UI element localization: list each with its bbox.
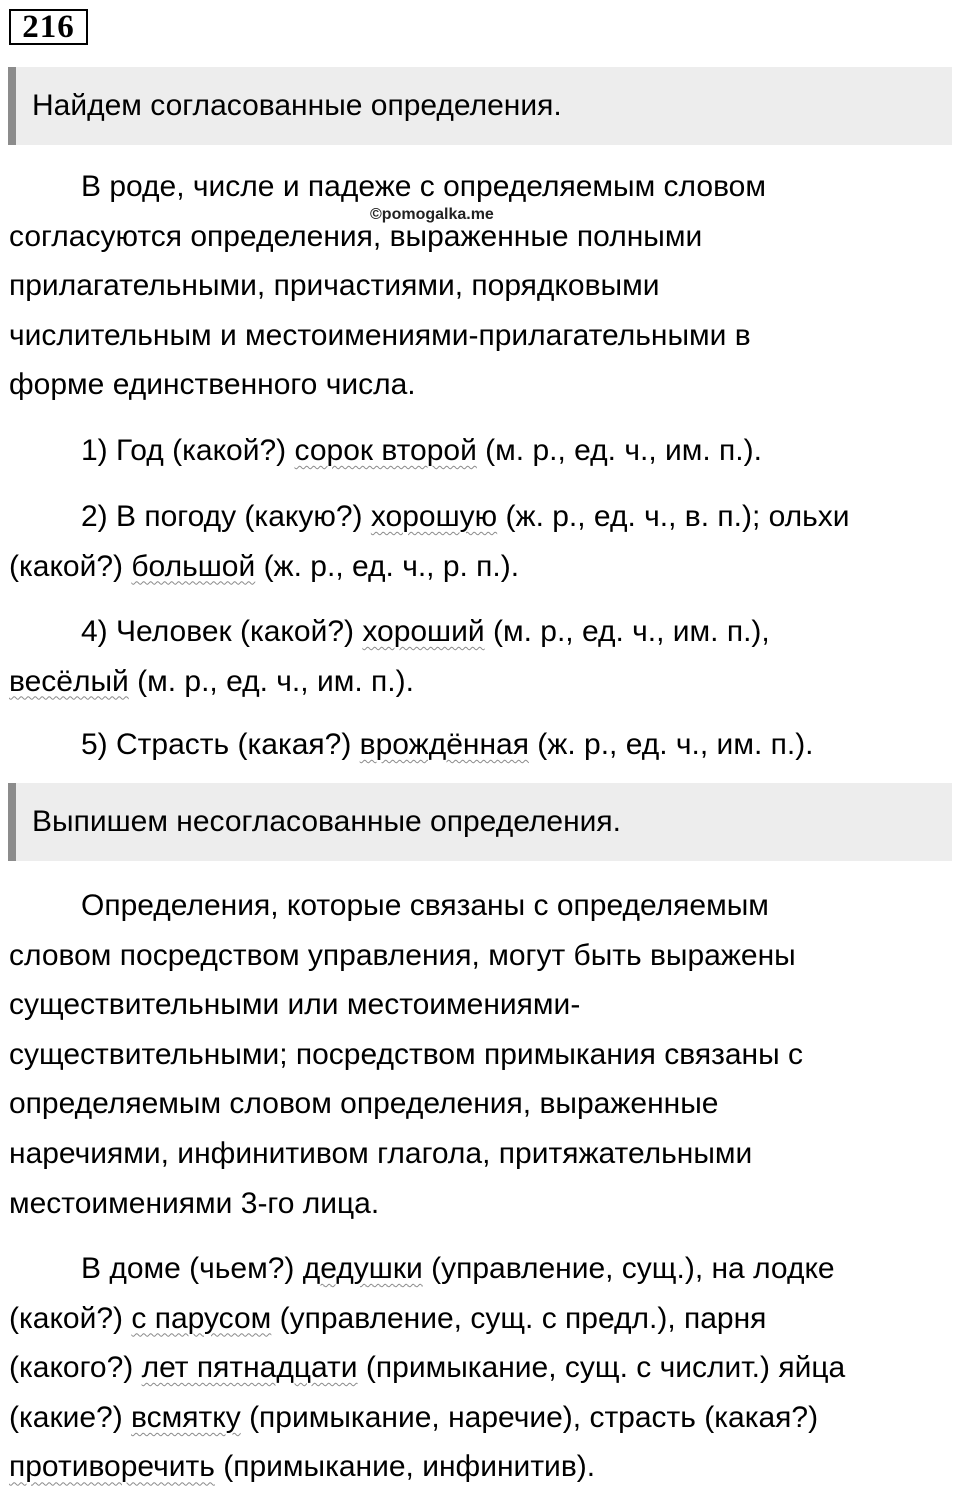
intro-agreed xyxy=(9,162,954,410)
text-line: В роде, числе и падеже с определяемым словом xyxy=(81,170,766,203)
example-text: 1) Год (какой?) xyxy=(81,434,295,467)
example-2 xyxy=(9,492,954,591)
definition-word: с парусом xyxy=(131,1301,272,1335)
grammar-note: (ж. р., ед. ч., в. п.); ольхи xyxy=(497,500,850,533)
text-line: Определения, которые связаны с определяемым xyxy=(81,889,769,922)
example-text: 5) Страсть (какая?) xyxy=(81,728,360,761)
definition-word: сорок второй xyxy=(294,434,477,467)
example-text: В доме (чьем?) xyxy=(81,1252,303,1285)
grammar-note: (м. р., ед. ч., им. п.). xyxy=(476,434,762,467)
text-line: местоимениями 3-го лица. xyxy=(9,1186,380,1220)
grammar-note: (м. р., ед. ч., им. п.), xyxy=(484,615,770,648)
grammar-note: (управление, сущ. с предл.), парня xyxy=(271,1301,767,1335)
grammar-note: (м. р., ед. ч., им. п.). xyxy=(128,664,414,698)
definition-word: лет пятнадцати xyxy=(141,1351,358,1385)
example-5 xyxy=(9,720,954,770)
example-text: (какой?) xyxy=(9,549,132,583)
definition-word: всмятку xyxy=(131,1400,241,1434)
definition-word: хорошую xyxy=(370,500,498,533)
intro-unagreed xyxy=(9,881,954,1228)
text-line: форме единственного числа. xyxy=(9,368,416,402)
section-header-unagreed: Выпишем несогласованные определения. xyxy=(8,783,952,861)
grammar-note: (ж. р., ед. ч., им. п.). xyxy=(528,728,814,761)
definition-word: большой xyxy=(131,549,256,583)
definition-word: врождённая xyxy=(359,728,529,761)
definition-word: противоречить xyxy=(9,1450,215,1484)
grammar-note: (ж. р., ед. ч., р. п.). xyxy=(255,549,520,583)
example-4 xyxy=(9,607,954,706)
example-text: 2) В погоду (какую?) xyxy=(81,500,371,533)
grammar-note: (управление, сущ.), на лодке xyxy=(422,1252,835,1285)
example-1 xyxy=(9,426,954,476)
grammar-note: (примыкание, сущ. с числит.) яйца xyxy=(357,1351,846,1385)
example-text: (какой?) xyxy=(9,1301,132,1335)
example-text: (какие?) xyxy=(9,1400,132,1434)
section-header-agreed: Найдем согласованные определения. xyxy=(8,67,952,145)
text-line: существительными или местоимениями- xyxy=(9,988,581,1022)
definition-word: хороший xyxy=(362,615,485,648)
definition-word: весёлый xyxy=(9,664,129,698)
watermark: ©pomogalka.me xyxy=(370,206,494,223)
text-line: наречиями, инфинитивом глагола, притяжательными xyxy=(9,1136,753,1170)
text-line: прилагательными, причастиями, порядковыми xyxy=(9,269,660,303)
text-line: существительными; посредством примыкания связаны с xyxy=(9,1037,804,1071)
text-line: словом посредством управления, могут быть выражены xyxy=(9,938,796,972)
text-line: согласуются определения, выраженные полными xyxy=(9,219,703,253)
grammar-note: (примыкание, инфинитив). xyxy=(214,1450,596,1484)
examples-unagreed xyxy=(9,1244,954,1492)
definition-word: дедушки xyxy=(302,1252,423,1285)
task-number: 216 xyxy=(9,9,88,45)
example-text: (какого?) xyxy=(9,1351,142,1385)
text-line: определяемым словом определения, выраженные xyxy=(9,1087,719,1121)
example-text: 4) Человек (какой?) xyxy=(81,615,363,648)
grammar-note: (примыкание, наречие), страсть (какая?) xyxy=(240,1400,819,1434)
text-line: числительным и местоимениями-прилагательными в xyxy=(9,318,751,352)
